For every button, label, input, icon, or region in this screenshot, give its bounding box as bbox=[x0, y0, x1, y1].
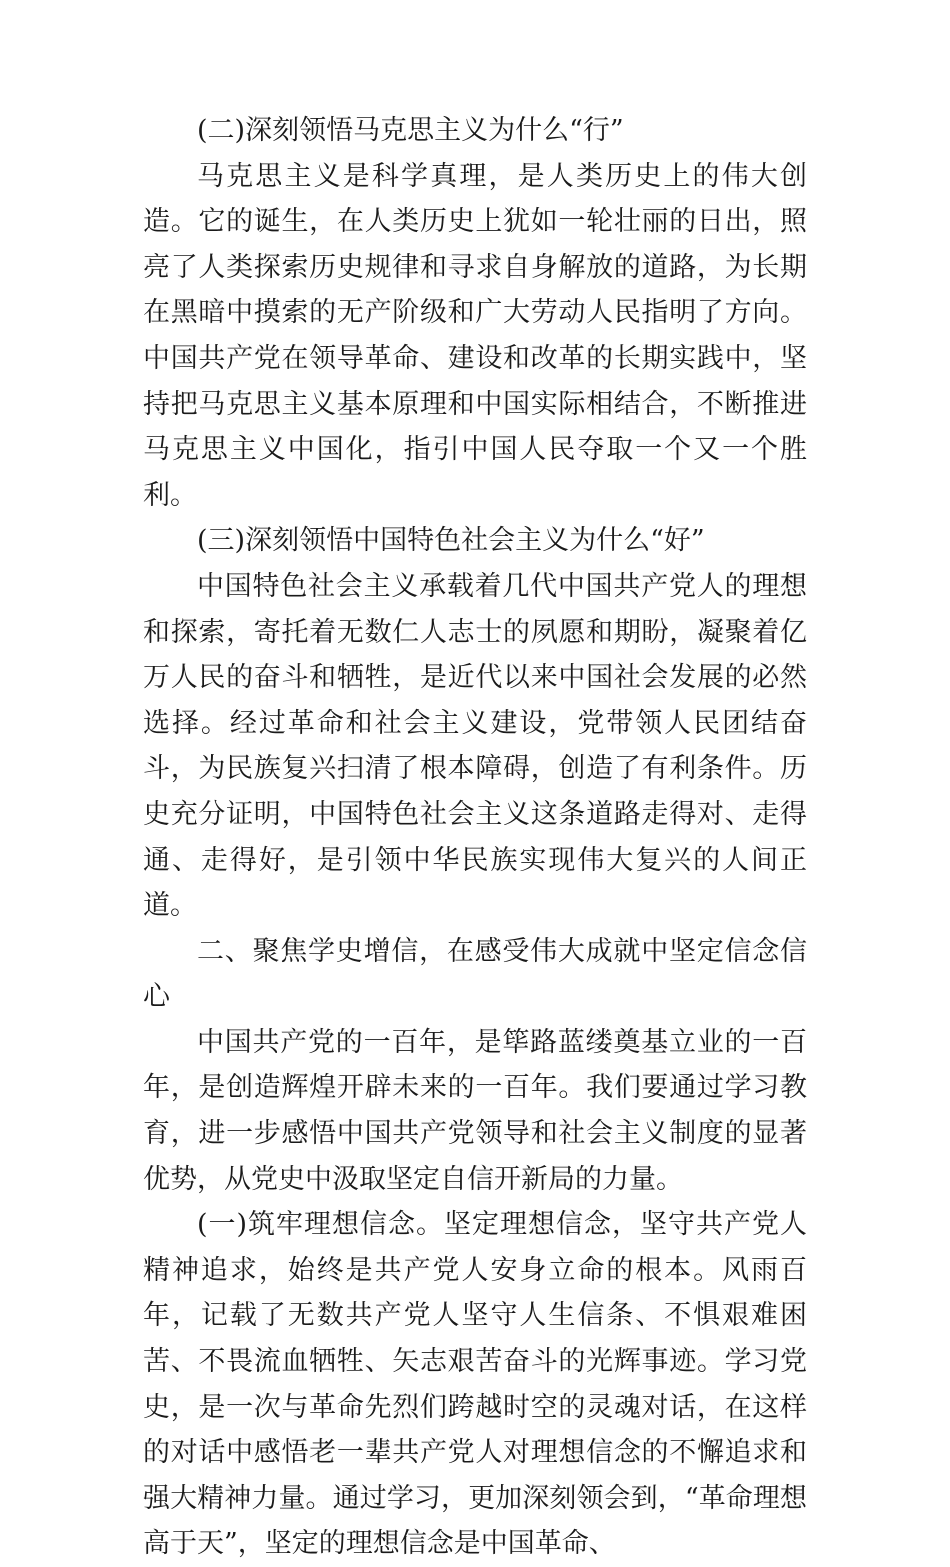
paragraph-part-two-intro: 中国共产党的一百年，是筚路蓝缕奠基立业的一百年，是创造辉煌开辟未来的一百年。我们要通过学习教育，进一步感悟中国共产党领导和社会主义制度的显著优势，从党史中汲取坚定自信开新局的力量。 bbox=[143, 1026, 807, 1195]
document-body bbox=[143, 108, 807, 1567]
paragraph-ideals-beliefs: (一)筑牢理想信念。坚定理想信念，坚守共产党人精神追求，始终是共产党人安身立命的根本。风雨百年，记载了无数共产党人坚守人生信条、不惧艰难困苦、不畏流血牺牲、矢志艰苦奋斗的光辉事迹。学习党史，是一次与革命先烈们跨越时空的灵魂对话，在这样的对话中感悟老一辈共产党人对理想信念的不懈追求和强大精神力量。通过学习，更加深刻领会到，“革命理想高于天”，坚定的理想信念是中国革命、 bbox=[143, 1209, 807, 1560]
paragraph-marxism: 马克思主义是科学真理，是人类历史上的伟大创造。它的诞生，在人类历史上犹如一轮壮丽的日出，照亮了人类探索历史规律和寻求自身解放的道路，为长期在黑暗中摸索的无产阶级和广大劳动人民指明了方向。中国共产党在领导革命、建设和改革的长期实践中，坚持把马克思主义基本原理和中国实际相结合，不断推进马克思主义中国化，指引中国人民夺取一个又一个胜利。 bbox=[143, 160, 807, 511]
paragraph-socialism: 中国特色社会主义承载着几代中国共产党人的理想和探索，寄托着无数仁人志士的夙愿和期盼，凝聚着亿万人民的奋斗和牺牲，是近代以来中国社会发展的必然选择。经过革命和社会主义建设，党带领人民团结奋斗，为民族复兴扫清了根本障碍，创造了有利条件。历史充分证明，中国特色社会主义这条道路走得对、走得通、走得好，是引领中华民族实现伟大复兴的人间正道。 bbox=[143, 570, 807, 922]
section-heading-part-two: 二、聚焦学史增信，在感受伟大成就中坚定信念信心 bbox=[143, 935, 807, 1013]
section-heading-socialism: (三)深刻领悟中国特色社会主义为什么“好” bbox=[197, 525, 705, 557]
section-heading-marxism: (二)深刻领悟马克思主义为什么“行” bbox=[197, 115, 624, 146]
